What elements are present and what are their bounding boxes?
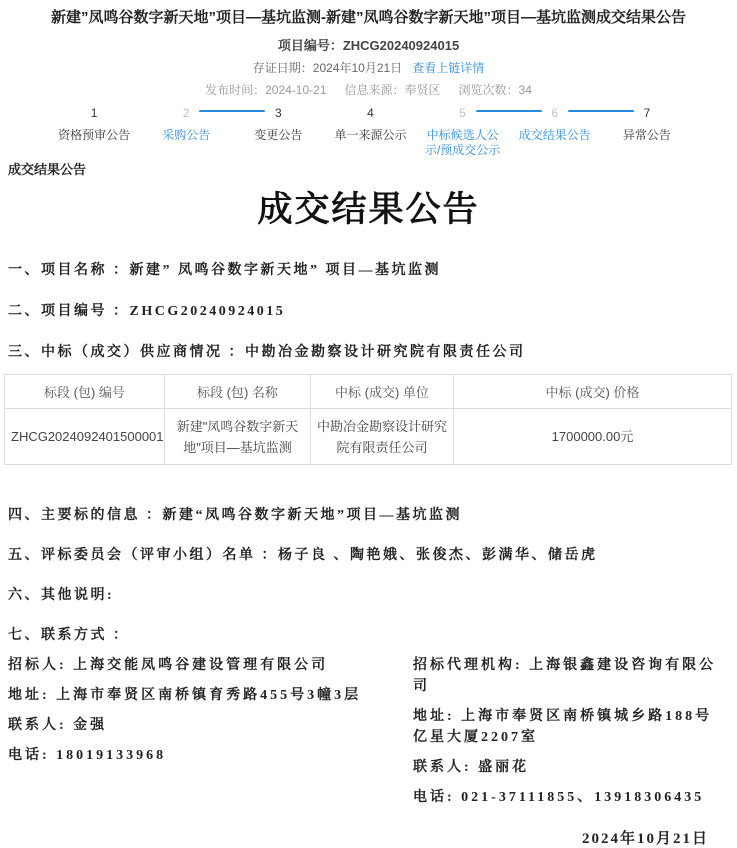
table-header-row bbox=[5, 375, 732, 409]
cert-date: 存证日期：2024年10月21日 bbox=[252, 61, 403, 75]
step-number: 5 bbox=[459, 106, 466, 120]
step-label: 单一来源公示 bbox=[334, 128, 407, 142]
section-heading: 成交结果公告 bbox=[8, 162, 87, 177]
agency-name: 招标代理机构: 上海银鑫建设咨询有限公司 bbox=[413, 658, 717, 694]
paragraph-project-number: 二、项目编号 ：ZHCG20240924015 bbox=[8, 304, 286, 319]
step-number: 3 bbox=[275, 106, 282, 120]
step-label[interactable]: 中标候选人公示/预成交公示 bbox=[424, 128, 501, 157]
tenderer-address: 地址: 上海市奉贤区南桥镇育秀路455号3幢3层 bbox=[8, 688, 362, 703]
info-source: 信息来源：奉贤区 bbox=[344, 83, 441, 97]
paragraph-project-name: 一、项目名称 ：新建” 凤鸣谷数字新天地” 项目—基坑监测 bbox=[8, 263, 441, 278]
page-title: 新建”凤鸣谷数字新天地”项目—基坑监测-新建”凤鸣谷数字新天地”项目—基坑监测成交结果公告 bbox=[51, 9, 686, 26]
step-single-source-notice bbox=[324, 104, 416, 158]
project-number: 项目编号：ZHCG20240924015 bbox=[277, 38, 460, 53]
certification-line bbox=[0, 61, 737, 76]
step-label: 异常公告 bbox=[622, 128, 671, 142]
col-header-winning-price: 中标 (成交) 价格 bbox=[454, 375, 732, 409]
announcement-date: 2024年10月21日 bbox=[581, 831, 709, 847]
col-header-package-number: 标段 (包) 编号 bbox=[5, 375, 165, 409]
cell-winning-price: 1700000.00元 bbox=[454, 409, 732, 465]
step-label: 变更公告 bbox=[254, 128, 303, 142]
step-number: 1 bbox=[90, 106, 98, 120]
step-number: 7 bbox=[643, 106, 651, 120]
step-number: 2 bbox=[182, 106, 190, 120]
paragraph-committee: 五、评标委员会（评审小组）名单 ：杨子良 、陶艳娥、张俊杰、彭满华、储岳虎 bbox=[8, 548, 598, 563]
tenderer-phone: 电话: 18019133968 bbox=[8, 748, 167, 763]
publish-meta-line bbox=[0, 83, 737, 98]
award-result-table bbox=[4, 374, 732, 465]
tenderer-contact-block bbox=[8, 655, 380, 817]
cell-package-number: ZHCG2024092401500001 bbox=[5, 409, 165, 465]
step-label[interactable]: 采购公告 bbox=[162, 128, 211, 142]
agency-contact-person: 联系人: 盛丽花 bbox=[413, 760, 530, 775]
announcement-step-bar bbox=[48, 104, 693, 158]
document-body bbox=[0, 260, 737, 848]
main-title: 成交结果公告 bbox=[257, 190, 480, 229]
paragraph-subject-info: 四、主要标的信息 ：新建“凤鸣谷数字新天地”项目—基坑监测 bbox=[8, 508, 462, 523]
agency-contact-block bbox=[413, 655, 729, 817]
page-header bbox=[0, 0, 737, 98]
col-header-package-name: 标段 (包) 名称 bbox=[165, 375, 311, 409]
tenderer-contact-person: 联系人: 金强 bbox=[8, 718, 108, 733]
agency-address: 地址: 上海市奉贤区南桥镇城乡路188号亿星大厦2207室 bbox=[413, 709, 713, 745]
cell-winning-unit: 中勘冶金勘察设计研究院有限责任公司 bbox=[311, 409, 454, 465]
cell-package-name: 新建"凤鸣谷数字新天地"项目—基坑监测 bbox=[165, 409, 311, 465]
step-number: 6 bbox=[551, 106, 559, 120]
step-change-notice bbox=[232, 104, 324, 158]
contact-section bbox=[8, 655, 729, 817]
paragraph-supplier: 三、中标（成交）供应商情况 ：中勘冶金勘察设计研究院有限责任公司 bbox=[8, 345, 526, 360]
step-procurement-notice[interactable] bbox=[140, 104, 232, 158]
step-number: 4 bbox=[367, 106, 374, 120]
view-chain-link[interactable]: 查看上链详情 bbox=[412, 61, 485, 75]
paragraph-contact-heading: 七、联系方式 ： bbox=[8, 628, 130, 643]
publish-time: 发布时间：2024-10-21 bbox=[205, 83, 327, 97]
table-row bbox=[5, 409, 732, 465]
paragraph-other-notes: 六、其他说明: bbox=[8, 588, 115, 603]
step-result-notice[interactable] bbox=[509, 104, 601, 158]
step-abnormal-notice bbox=[601, 104, 693, 158]
tenderer-name: 招标人: 上海交能凤鸣谷建设管理有限公司 bbox=[8, 658, 329, 673]
step-qualification-notice bbox=[48, 104, 140, 158]
agency-phone: 电话: 021-37111855、13918306435 bbox=[413, 790, 705, 805]
view-count: 浏览次数：34 bbox=[458, 83, 532, 97]
step-label[interactable]: 成交结果公告 bbox=[518, 128, 591, 142]
col-header-winning-unit: 中标 (成交) 单位 bbox=[311, 375, 454, 409]
step-label: 资格预审公告 bbox=[58, 128, 131, 142]
step-candidate-notice[interactable] bbox=[417, 104, 509, 158]
